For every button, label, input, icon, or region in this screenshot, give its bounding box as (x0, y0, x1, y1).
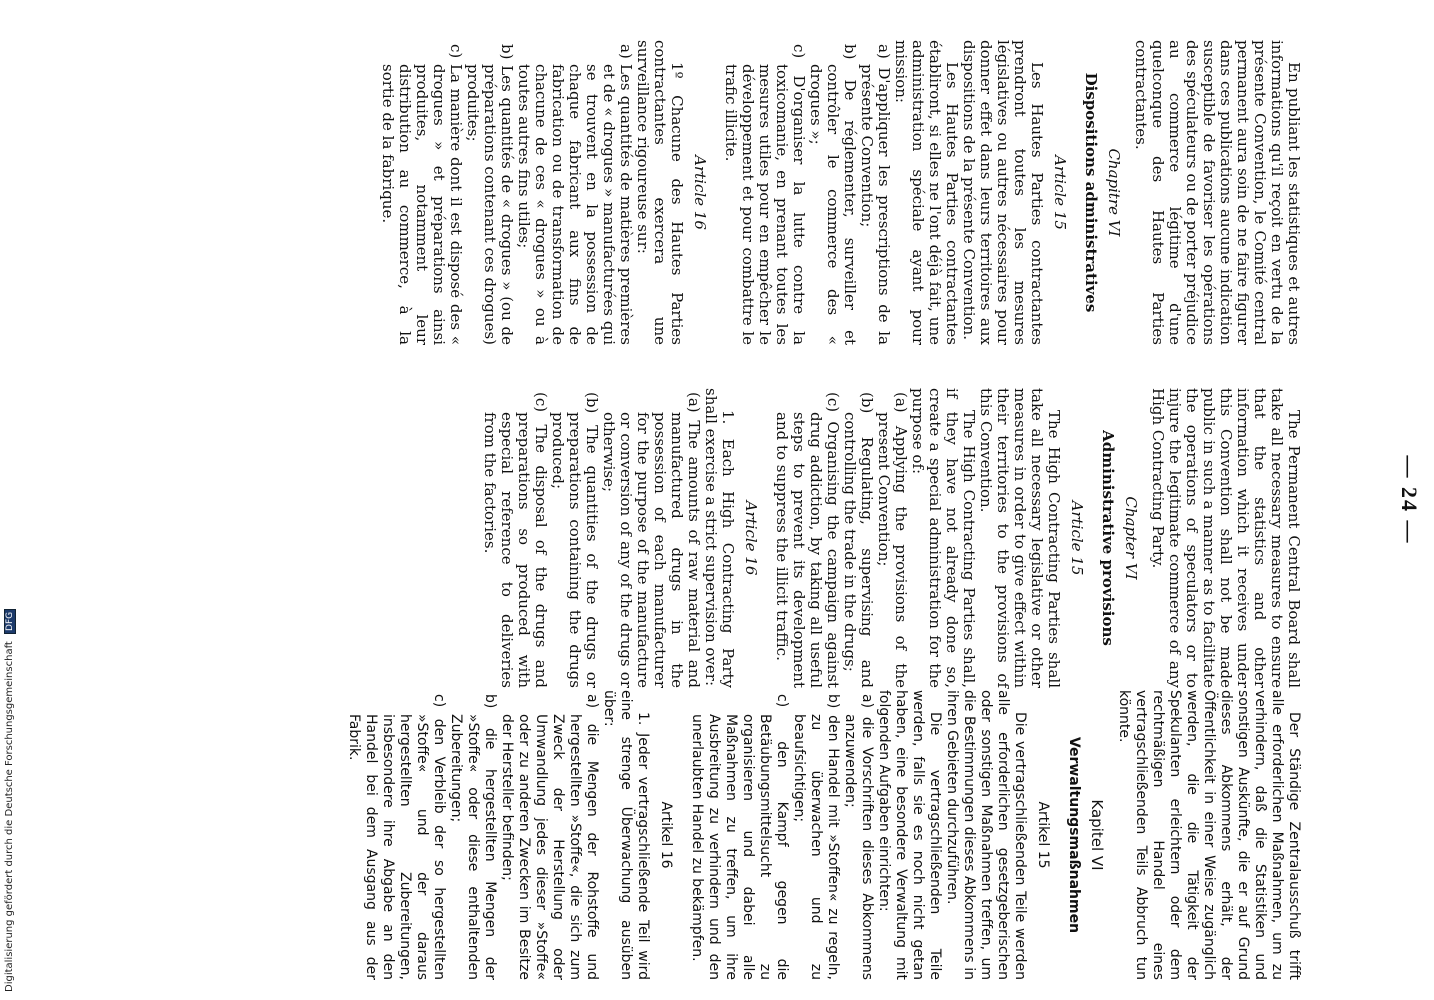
german-art15-a: a) die Vorschriften dieses Abkommens anzuwenden; (842, 694, 875, 980)
english-art16-b: (b) The quantities of the drugs or preparations containing the drugs produced; (549, 392, 601, 688)
french-intro: En publiant les statistiques et autres informations qu'il reçoit en vertu de la présente Convention, le Comité central permanent aura soin de ne faire figurer dans ces publications aucune indication susceptible de favoriser les opérations des spéculateurs ou de porter préjudice au commerce légitime d'une quelconque des Hautes Parties contractantes. (1132, 40, 1303, 345)
english-art16-c: (c) The disposal of the drugs and preparations so produced with especial reference to deliveries from the factories. (481, 392, 550, 688)
french-column (379, 40, 1302, 345)
dfg-logo: DFG (4, 609, 16, 634)
german-art16-p1: 1. Jeder vertragschließende Teil wird eine strenge Überwachung ausüben über: (601, 690, 651, 980)
english-article-16: Article 16 (742, 500, 760, 576)
german-art15-p2: Die vertragschließenden Teile werden, falls sie es noch nicht getan haben, eine besondere Verwaltung mit folgenden Aufgaben einrichten: (876, 690, 943, 980)
german-art15-p1: Die vertragschließenden Teile werden alle erforderlichen gesetzgeberischen oder sonstigen Maßnahmen treffen, um die Bestimmungen dieses Abkommens in ihren Gebieten durchzuführen. (944, 690, 1028, 980)
english-intro: The Permanent Central Board shall take all necessary measures to ensure that the statistics and other information which it receives under this Convention shall not be made public in such a manner as to facilitate the operations of speculators or to injure the legitimate commerce of any High Contracting Party. (1149, 388, 1303, 688)
french-art16-a: a) Les quantités de matières premières et de « drogues » manufacturées qui se trouvent en la possession de chaque fabricant aux fins de fabrication ou de transformation de chacune de ces « drogues » ou à toutes autres fins utiles; (515, 44, 635, 345)
german-art15-c: c) den Kampf gegen die Betäubungsmittelsucht zu organisieren und dabei alle Maßnahmen zu treffen, um ihre Ausbreitung zu verhindern und den unerlaubten Handel zu bekämpfen. (689, 694, 790, 980)
german-art16-b: b) die hergestellten Mengen der »Stoffe« oder diese enthaltenden Zubereitungen; (448, 694, 498, 980)
french-art15-p1: Les Hautes Parties contractantes prendront toutes les mesures législatives ou autres nécessaires pour donner effet dans leurs territoires aux dispositions de la présente Convention. (960, 40, 1046, 345)
french-art15-b: b) De réglementer, surveiller et contrôler le commerce des « drogues »; (807, 44, 859, 345)
german-column (345, 690, 1302, 980)
credit-line (2, 592, 18, 992)
english-art16-a: (a) The amounts of raw material and manufactured drugs in the possession of each manufacturer for the purpose of the manufacture or conversion of any of the drugs or otherwise; (600, 392, 703, 688)
french-art15-p2: Les Hautes Parties contractantes établiront, si elles ne l'ont déjà fait, une administration spéciale ayant pour mission: (892, 40, 961, 345)
french-chapter: Chapitre VI (1105, 148, 1123, 237)
english-column (481, 388, 1302, 688)
german-chapter: Kapitel VI (1088, 799, 1106, 871)
german-art15-b: b) den Handel mit »Stoffen« zu regeln, zu überwachen und zu beaufsichtigen; (791, 694, 841, 980)
german-art16-c: c) den Verbleib der so hergestellten »Stoffe« und der daraus hergestellten Zubereitungen, insbesondere ihre Abgabe an den Handel bei dem Ausgang aus der Fabrik. (346, 694, 447, 980)
english-art15-b: (b) Regulating, supervising and controlling the trade in the drugs; (841, 392, 876, 688)
french-art15-c: c) D'organiser la lutte contre la toxicomanie, en prenant toutes les mesures utiles pour en empêcher le développement et pour combattre le trafic illicite. (722, 44, 808, 345)
credit-text: Digitalisierung gefördert durch die Deutsche Forschungsgemeinschaft (4, 641, 15, 992)
english-art16-p1: 1. Each High Contracting Party shall exercise a strict supervision over: (702, 388, 737, 688)
german-article-16: Artikel 16 (658, 801, 674, 869)
english-chapter: Chapter VI (1122, 496, 1140, 580)
french-art16-p1: 1º Chacune des Hautes Parties contractantes exercera une surveillance rigoureuse sur: (634, 40, 686, 345)
english-art15-c: (c) Organising the campaign against drug addiction, by taking all useful steps to prevent its development and to suppress the illicit traffic. (773, 392, 842, 688)
french-article-15: Article 15 (1051, 155, 1069, 230)
french-article-16: Article 16 (691, 155, 709, 230)
english-chapter-title: Administrative provisions (1099, 430, 1117, 646)
german-intro: Der Ständige Zentralausschuß trifft alle erforderlichen Maßnahmen, um zu verhindern, daß die Statistiken und sonstigen Auskünfte, die er auf Grund dieses Abkommens erhält, der Öffentlichkeit in einer Weise zugänglich werden, die die Tätigkeit der Spekulanten erleichtern oder dem rechtmäßigen Handel eines vertragschließenden Teils Abbruch tun könnte. (1116, 690, 1302, 980)
english-art15-p2: The High Contracting Parties shall, if they have not already done so, create a special administration for the purpose of: (909, 388, 978, 688)
page-number: — 24 — (1397, 455, 1422, 545)
german-art16-a: a) die Mengen der Rohstoffe und hergestellten »Stoffe«, die sich zum Zweck der Herstellung oder Umwandlung jedes dieser »Stoffe« oder zu anderen Zwecken im Besitze der Hersteller befinden; (499, 694, 600, 980)
french-chapter-title: Dispositions administratives (1082, 72, 1100, 313)
french-art16-b: b) Les quantités de « drogues » (ou de préparations contenant ces drogues) produites; (464, 44, 516, 345)
english-art15-a: (a) Applying the provisions of the present Convention; (875, 392, 910, 688)
french-art15-a: a) D'appliquer les prescriptions de la présente Convention; (858, 44, 893, 345)
german-chapter-title: Verwaltungsmaßnahmen (1066, 736, 1082, 934)
french-art16-c: c) La manière dont il est disposé des « drogues » et préparations ainsi produites, notamment leur distribution au commerce, à la sortie de la fabrique. (379, 44, 465, 345)
english-art15-p1: The High Contracting Parties shall take all necessary legislative or other measures in order to give effect within their territories to the provisions of this Convention. (977, 388, 1063, 688)
english-article-15: Article 15 (1068, 500, 1086, 576)
german-article-15: Artikel 15 (1035, 801, 1051, 869)
